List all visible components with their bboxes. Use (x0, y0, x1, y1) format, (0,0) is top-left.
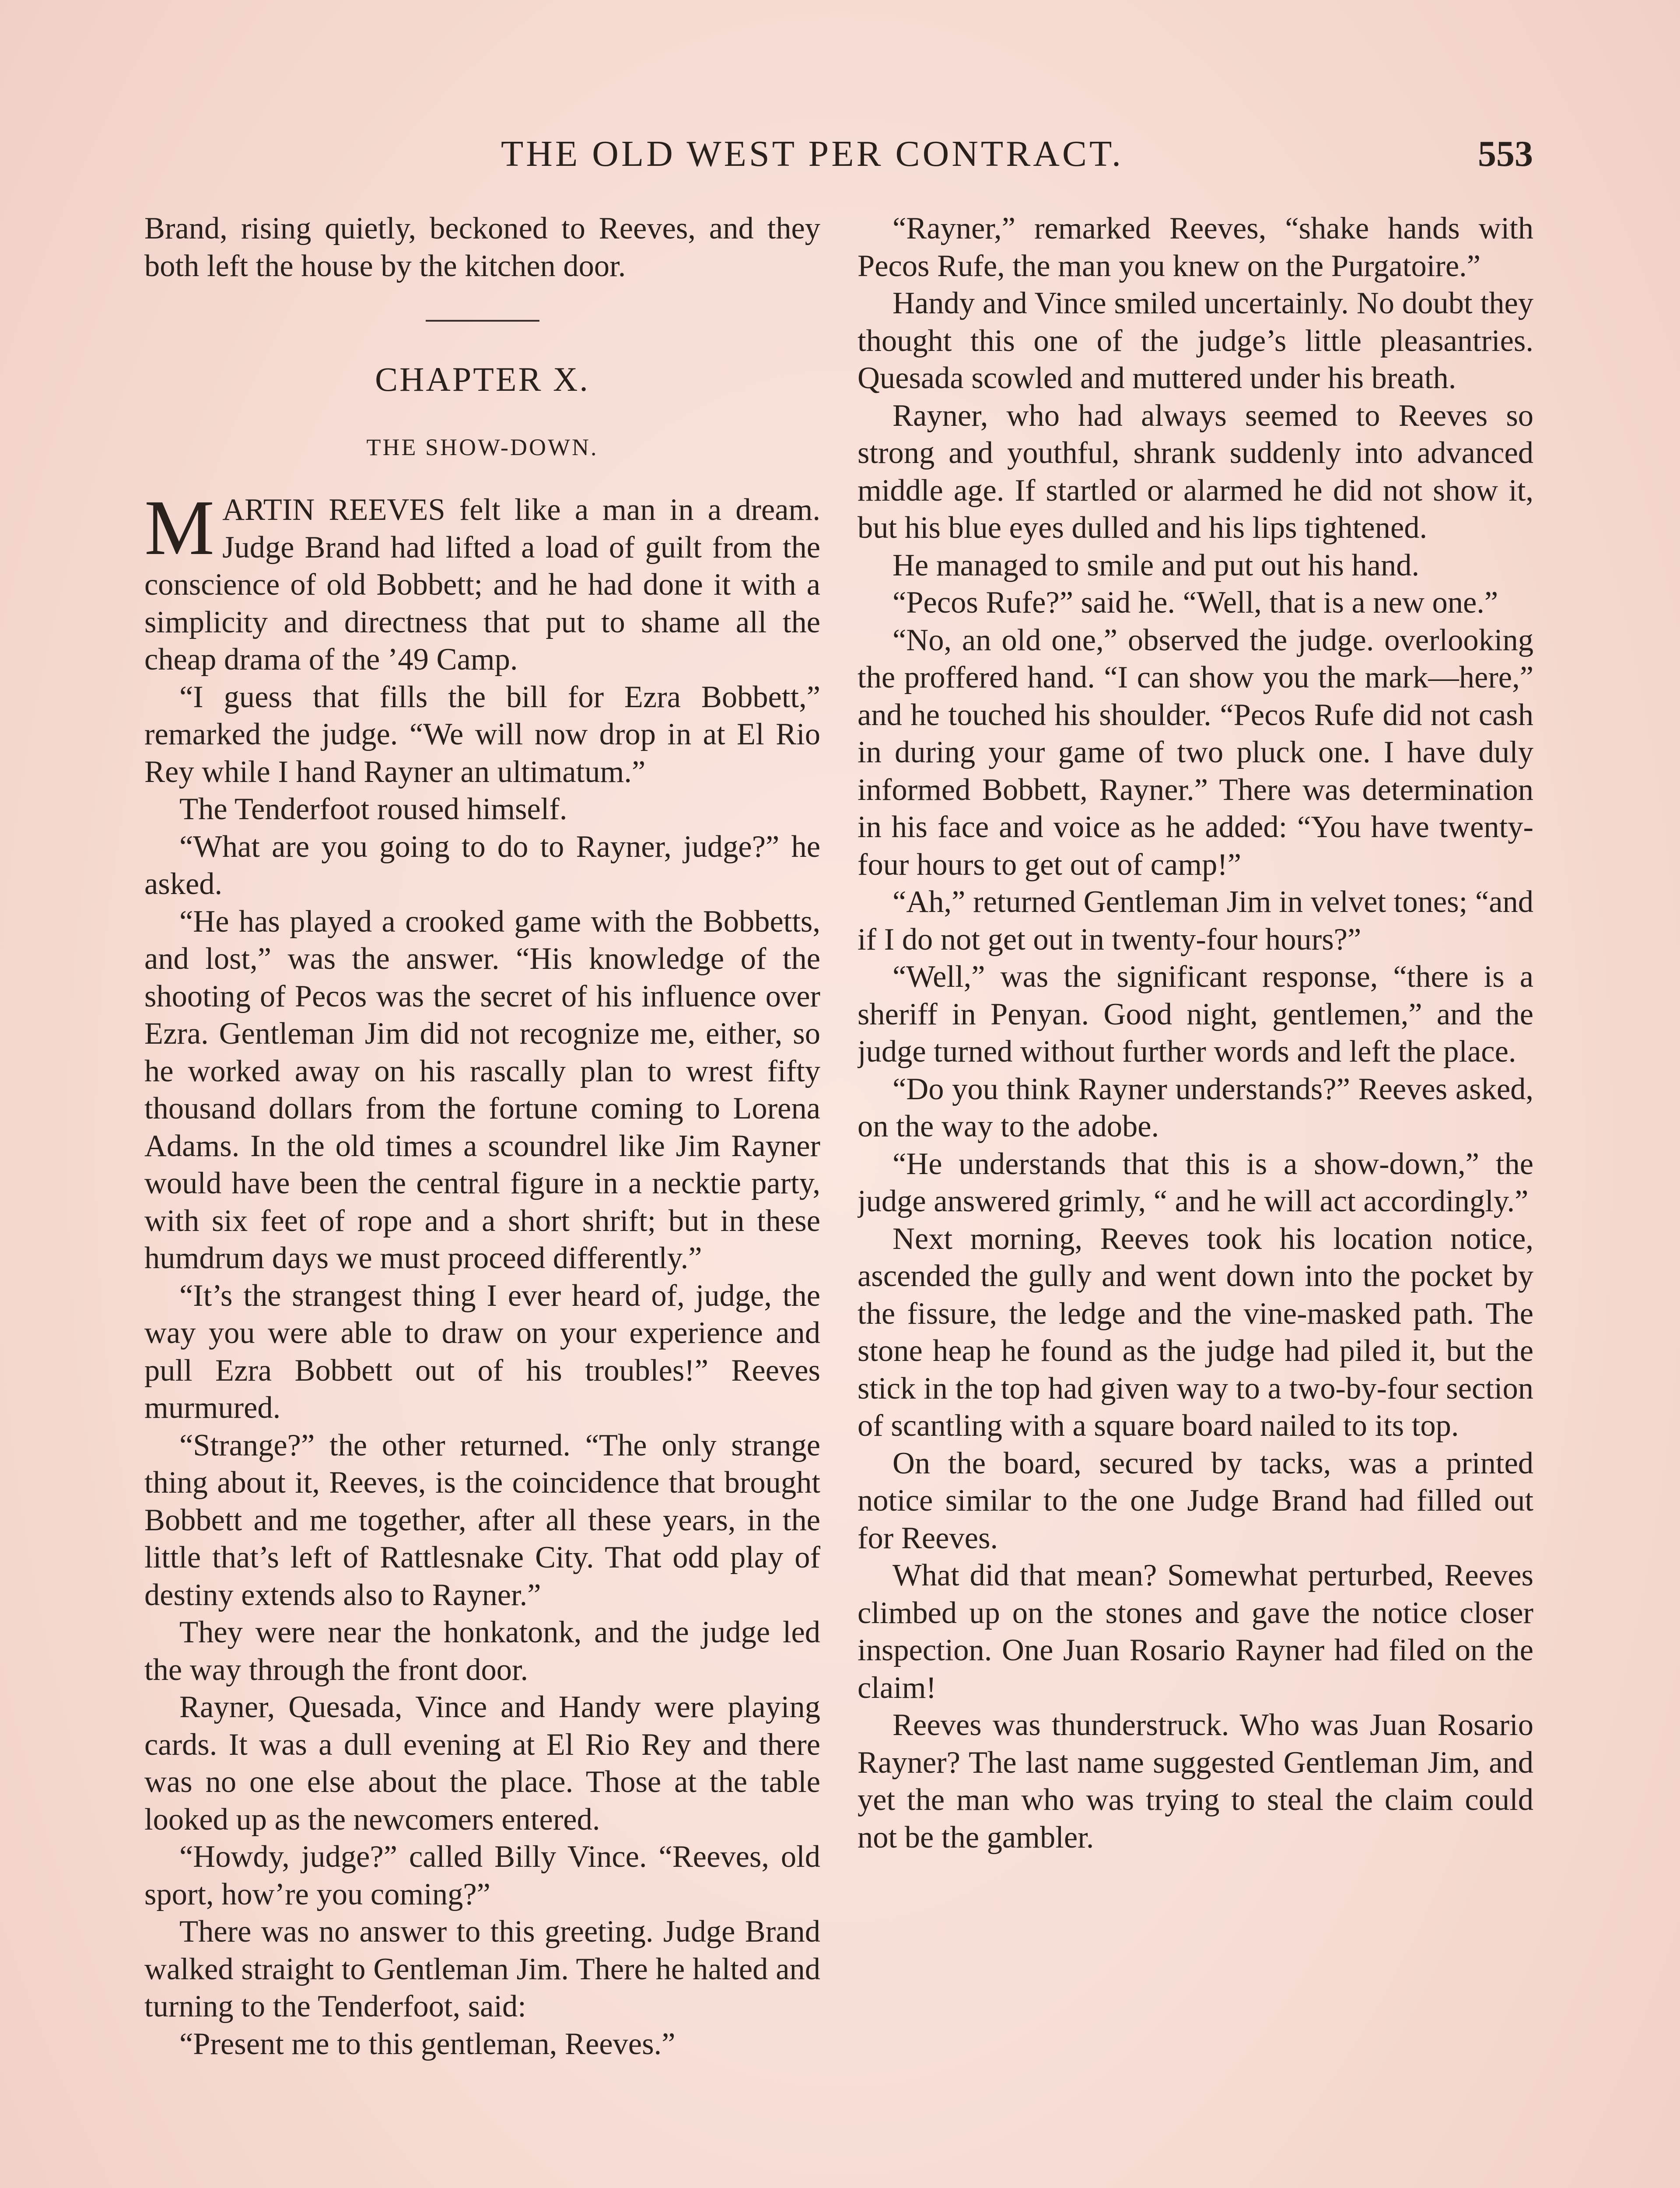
paragraph: “Do you think Rayner understands?” Reeves asked, on the way to the adobe. (858, 1072, 1533, 1143)
paragraph: “Ah,” returned Gentleman Jim in velvet tones; “and if I do not get out in twenty-four hours?” (858, 885, 1533, 957)
running-title: THE OLD WEST PER CONTRACT. (501, 133, 1124, 174)
paragraph: Next morning, Reeves took his location notice, ascended the gully and went down into the pocket by the fissure, the ledge and the vine-masked path. The stone heap he found as the judge had piled it, but the stick in the top had given way to a two-by-four section of scantling with a square board nailed to its top. (858, 1221, 1533, 1443)
paragraph: Handy and Vince smiled uncertainly. No doubt they thought this one of the judge’s little pleasantries. Quesada scowled and muttered under his breath. (858, 286, 1533, 395)
chapter-subtitle: THE SHOW-DOWN. (366, 434, 598, 460)
paragraph: “He understands that this is a show-down,” the judge answered grimly, “ and he will act accordingly.” (858, 1147, 1533, 1218)
left-column (144, 210, 820, 2188)
paragraph: They were near the honkatonk, and the judge led the way through the front door. (144, 1615, 820, 1687)
paragraph: Reeves was thunderstruck. Who was Juan Rosario Rayner? The last name suggested Gentleman Jim, and yet the man who was trying to steal the claim could not be the gambler. (858, 1708, 1533, 1855)
paragraph: Rayner, Quesada, Vince and Handy were playing cards. It was a dull evening at El Rio Rey and there was no one else about the place. Those at the table looked up as the newcomers entered. (144, 1690, 820, 1837)
paragraph: “Howdy, judge?” called Billy Vince. “Reeves, old sport, how’re you coming?” (144, 1840, 820, 1911)
paragraph: What did that mean? Somewhat perturbed, Reeves climbed up on the stones and gave the notice closer inspection. One Juan Rosario Rayner had filed on the claim! (858, 1558, 1533, 1705)
paragraph: On the board, secured by tacks, was a printed notice similar to the one Judge Brand had filled out for Reeves. (858, 1446, 1533, 1555)
paragraph: The Tenderfoot roused himself. (179, 792, 567, 826)
paragraph: “Pecos Rufe?” said he. “Well, that is a new one.” (892, 586, 1498, 620)
first-paragraph-text: ARTIN REEVES felt like a man in a dream. Judge Brand had lifted a load of guilt from the conscience of old Bobbett; and he had done it with a simplicity and directness that put to shame all the cheap drama of the ’49 Camp. (144, 493, 820, 677)
paragraph: “No, an old one,” observed the judge. overlooking the proffered hand. “I can show you the mark—here,” and he touched his shoulder. “Pecos Rufe did not cash in during your game of two pluck one. I have duly informed Bobbett, Rayner.” There was determination in his face and voice as he added: “You have twenty-four hours to get out of camp!” (858, 623, 1533, 882)
drop-cap: M (144, 484, 215, 571)
chapter-first-paragraph (144, 484, 820, 679)
paragraph: He managed to smile and put out his hand. (892, 548, 1420, 582)
paragraph: “Well,” was the significant response, “there is a sheriff in Penyan. Good night, gentlemen,” and the judge turned without further words and left the place. (858, 960, 1533, 1069)
paragraph: “What are you going to do to Rayner, judge?” he asked. (144, 829, 820, 901)
paragraph: “I guess that fills the bill for Ezra Bobbett,” remarked the judge. “We will now drop in at El Rio Rey while I hand Rayner an ultimatum.” (144, 680, 820, 789)
paragraph: “It’s the strangest thing I ever heard of, judge, the way you were able to draw on your experience and pull Ezra Bobbett out of his troubles!” Reeves murmured. (144, 1278, 820, 1425)
paragraph: Rayner, who had always seemed to Reeves so strong and youthful, shrank suddenly into advanced middle age. If startled or alarmed he did not show it, but his blue eyes dulled and his lips tightened. (858, 398, 1533, 545)
paragraph: There was no answer to this greeting. Judge Brand walked straight to Gentleman Jim. There he halted and turning to the Tenderfoot, said: (144, 1914, 820, 2023)
section-divider (426, 320, 539, 322)
right-column (858, 210, 1533, 2188)
opening-paragraph: Brand, rising quietly, beckoned to Reeves, and they both left the house by the kitchen door. (144, 211, 820, 283)
running-header (0, 128, 1680, 176)
paragraph: “Rayner,” remarked Reeves, “shake hands with Pecos Rufe, the man you knew on the Purgatoire.” (858, 211, 1533, 283)
paragraph: “He has played a crooked game with the Bobbetts, and lost,” was the answer. “His knowledge of the shooting of Pecos was the secret of his influence over Ezra. Gentleman Jim did not recognize me, either, so he worked away on his rascally plan to wrest fifty thousand dollars from the fortune coming to Lorena Adams. In the old times a scoundrel like Jim Rayner would have been the central figure in a necktie party, with six feet of rope and a short shrift; but in these humdrum days we must proceed differently.” (144, 904, 820, 1275)
paragraph: “Present me to this gentleman, Reeves.” (179, 2027, 676, 2061)
page-number: 553 (1478, 133, 1533, 174)
chapter-title: CHAPTER X. (375, 360, 590, 398)
paragraph: “Strange?” the other returned. “The only strange thing about it, Reeves, is the coincidence that brought Bobbett and me together, after all these years, in the little that’s left of Rattlesnake City. That odd play of destiny extends also to Rayner.” (144, 1428, 820, 1612)
